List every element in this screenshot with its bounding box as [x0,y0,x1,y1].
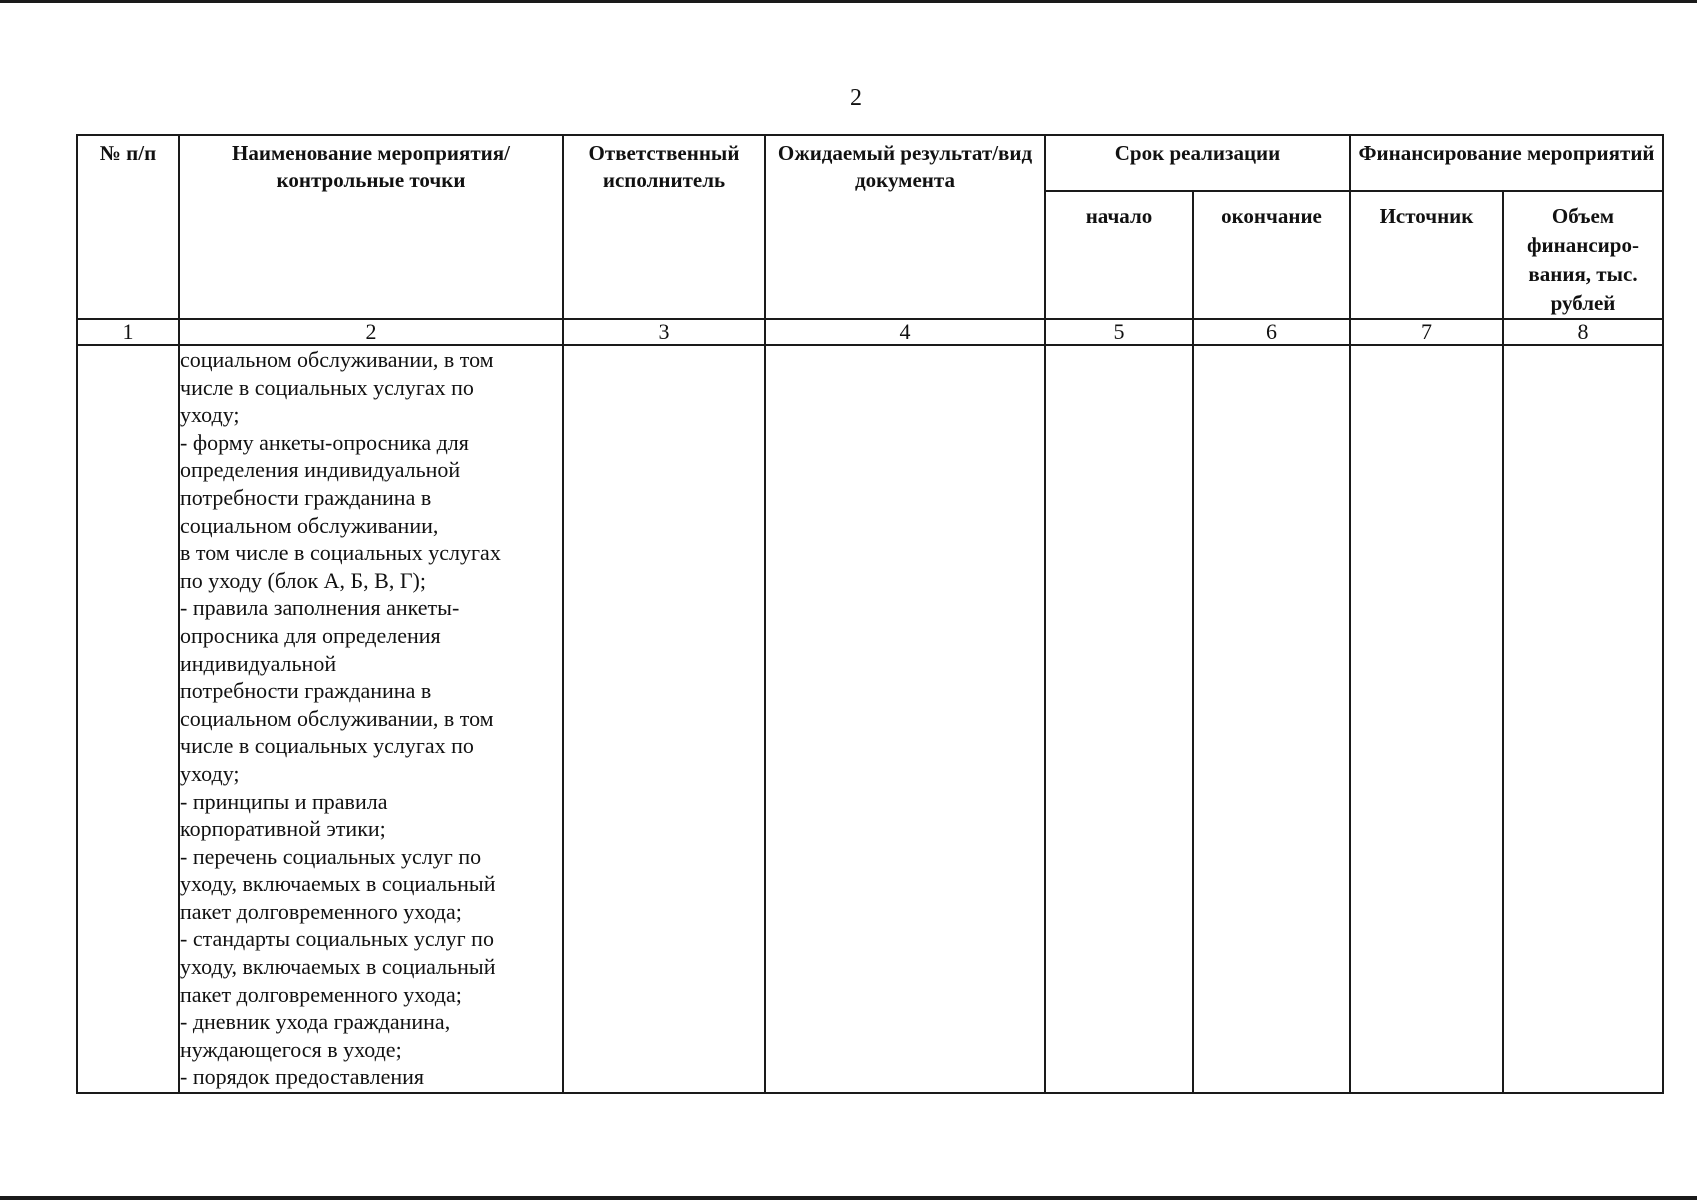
column-number: 6 [1193,319,1350,345]
text-line: - принципы и правила [180,788,388,814]
text-line: опросника для определения [180,622,441,648]
text-line: социальном обслуживании, в том [180,705,494,731]
text-line: социальном обслуживании, в том [180,347,494,372]
text-line: - порядок предоставления [180,1064,425,1090]
text-line: индивидуальной [180,650,337,676]
text-line: потребности гражданина в [180,678,432,704]
header-name: Наименование мероприятия/ контрольные точки [179,135,563,319]
page-number: 2 [850,85,862,111]
column-number: 7 [1350,319,1503,345]
text-line: по уходу (блок А, Б, В, Г); [180,567,426,593]
header-financing-volume: Объем финансиро-вания, тыс. рублей [1503,191,1663,319]
column-number: 8 [1503,319,1663,345]
header-financing: Финансирование мероприятий [1350,135,1663,191]
column-number: 3 [563,319,765,345]
header-num: № п/п [77,135,179,319]
row-num-cell [77,345,179,1093]
text-line: пакет долговременного ухода; [180,898,462,924]
row-volume-cell [1503,345,1663,1093]
text-line: - стандарты социальных услуг по [180,926,494,952]
header-period: Срок реализации [1045,135,1350,191]
column-number: 4 [765,319,1045,345]
text-line: пакет долговременного ухода; [180,981,462,1007]
table-row [77,345,1663,1093]
header-row-top [77,135,1663,191]
text-line: уходу, включаемых в социальный [180,871,496,897]
row-executor-cell [563,345,765,1093]
text-line: - дневник ухода гражданина, [180,1009,451,1035]
table-header [77,135,1663,319]
header-result: Ожидаемый результат/вид документа [765,135,1045,319]
table-body [77,319,1663,1093]
header-period-end: окончание [1193,191,1350,319]
text-line: - правила заполнения анкеты- [180,595,460,621]
column-number: 5 [1045,319,1193,345]
text-line: - форму анкеты-опросника для [180,429,469,455]
header-period-start: начало [1045,191,1193,319]
row-result-cell [765,345,1045,1093]
text-line: - перечень социальных услуг по [180,843,482,869]
column-number: 2 [179,319,563,345]
row-end-cell [1193,345,1350,1093]
text-line: уходу; [180,402,240,428]
text-line: потребности гражданина в [180,484,432,510]
column-number-row [77,319,1663,345]
text-line: социальном обслуживании, [180,512,439,538]
row-name-cell [179,345,563,1093]
text-line: определения индивидуальной [180,457,461,483]
text-line: уходу, включаемых в социальный [180,954,496,980]
row-start-cell [1045,345,1193,1093]
row-source-cell [1350,345,1503,1093]
text-line: в том числе в социальных услугах [180,540,501,566]
header-financing-source: Источник [1350,191,1503,319]
column-number: 1 [77,319,179,345]
text-line: числе в социальных услугах по [180,374,474,400]
text-line: числе в социальных услугах по [180,733,474,759]
text-line: нуждающегося в уходе; [180,1036,402,1062]
action-plan-table [76,134,1664,1094]
scan-edge-top [0,0,1697,3]
text-line: уходу; [180,760,240,786]
text-line: корпоративной этики; [180,816,386,842]
header-executor: Ответственный исполнитель [563,135,765,319]
scan-edge-bottom [0,1196,1697,1200]
